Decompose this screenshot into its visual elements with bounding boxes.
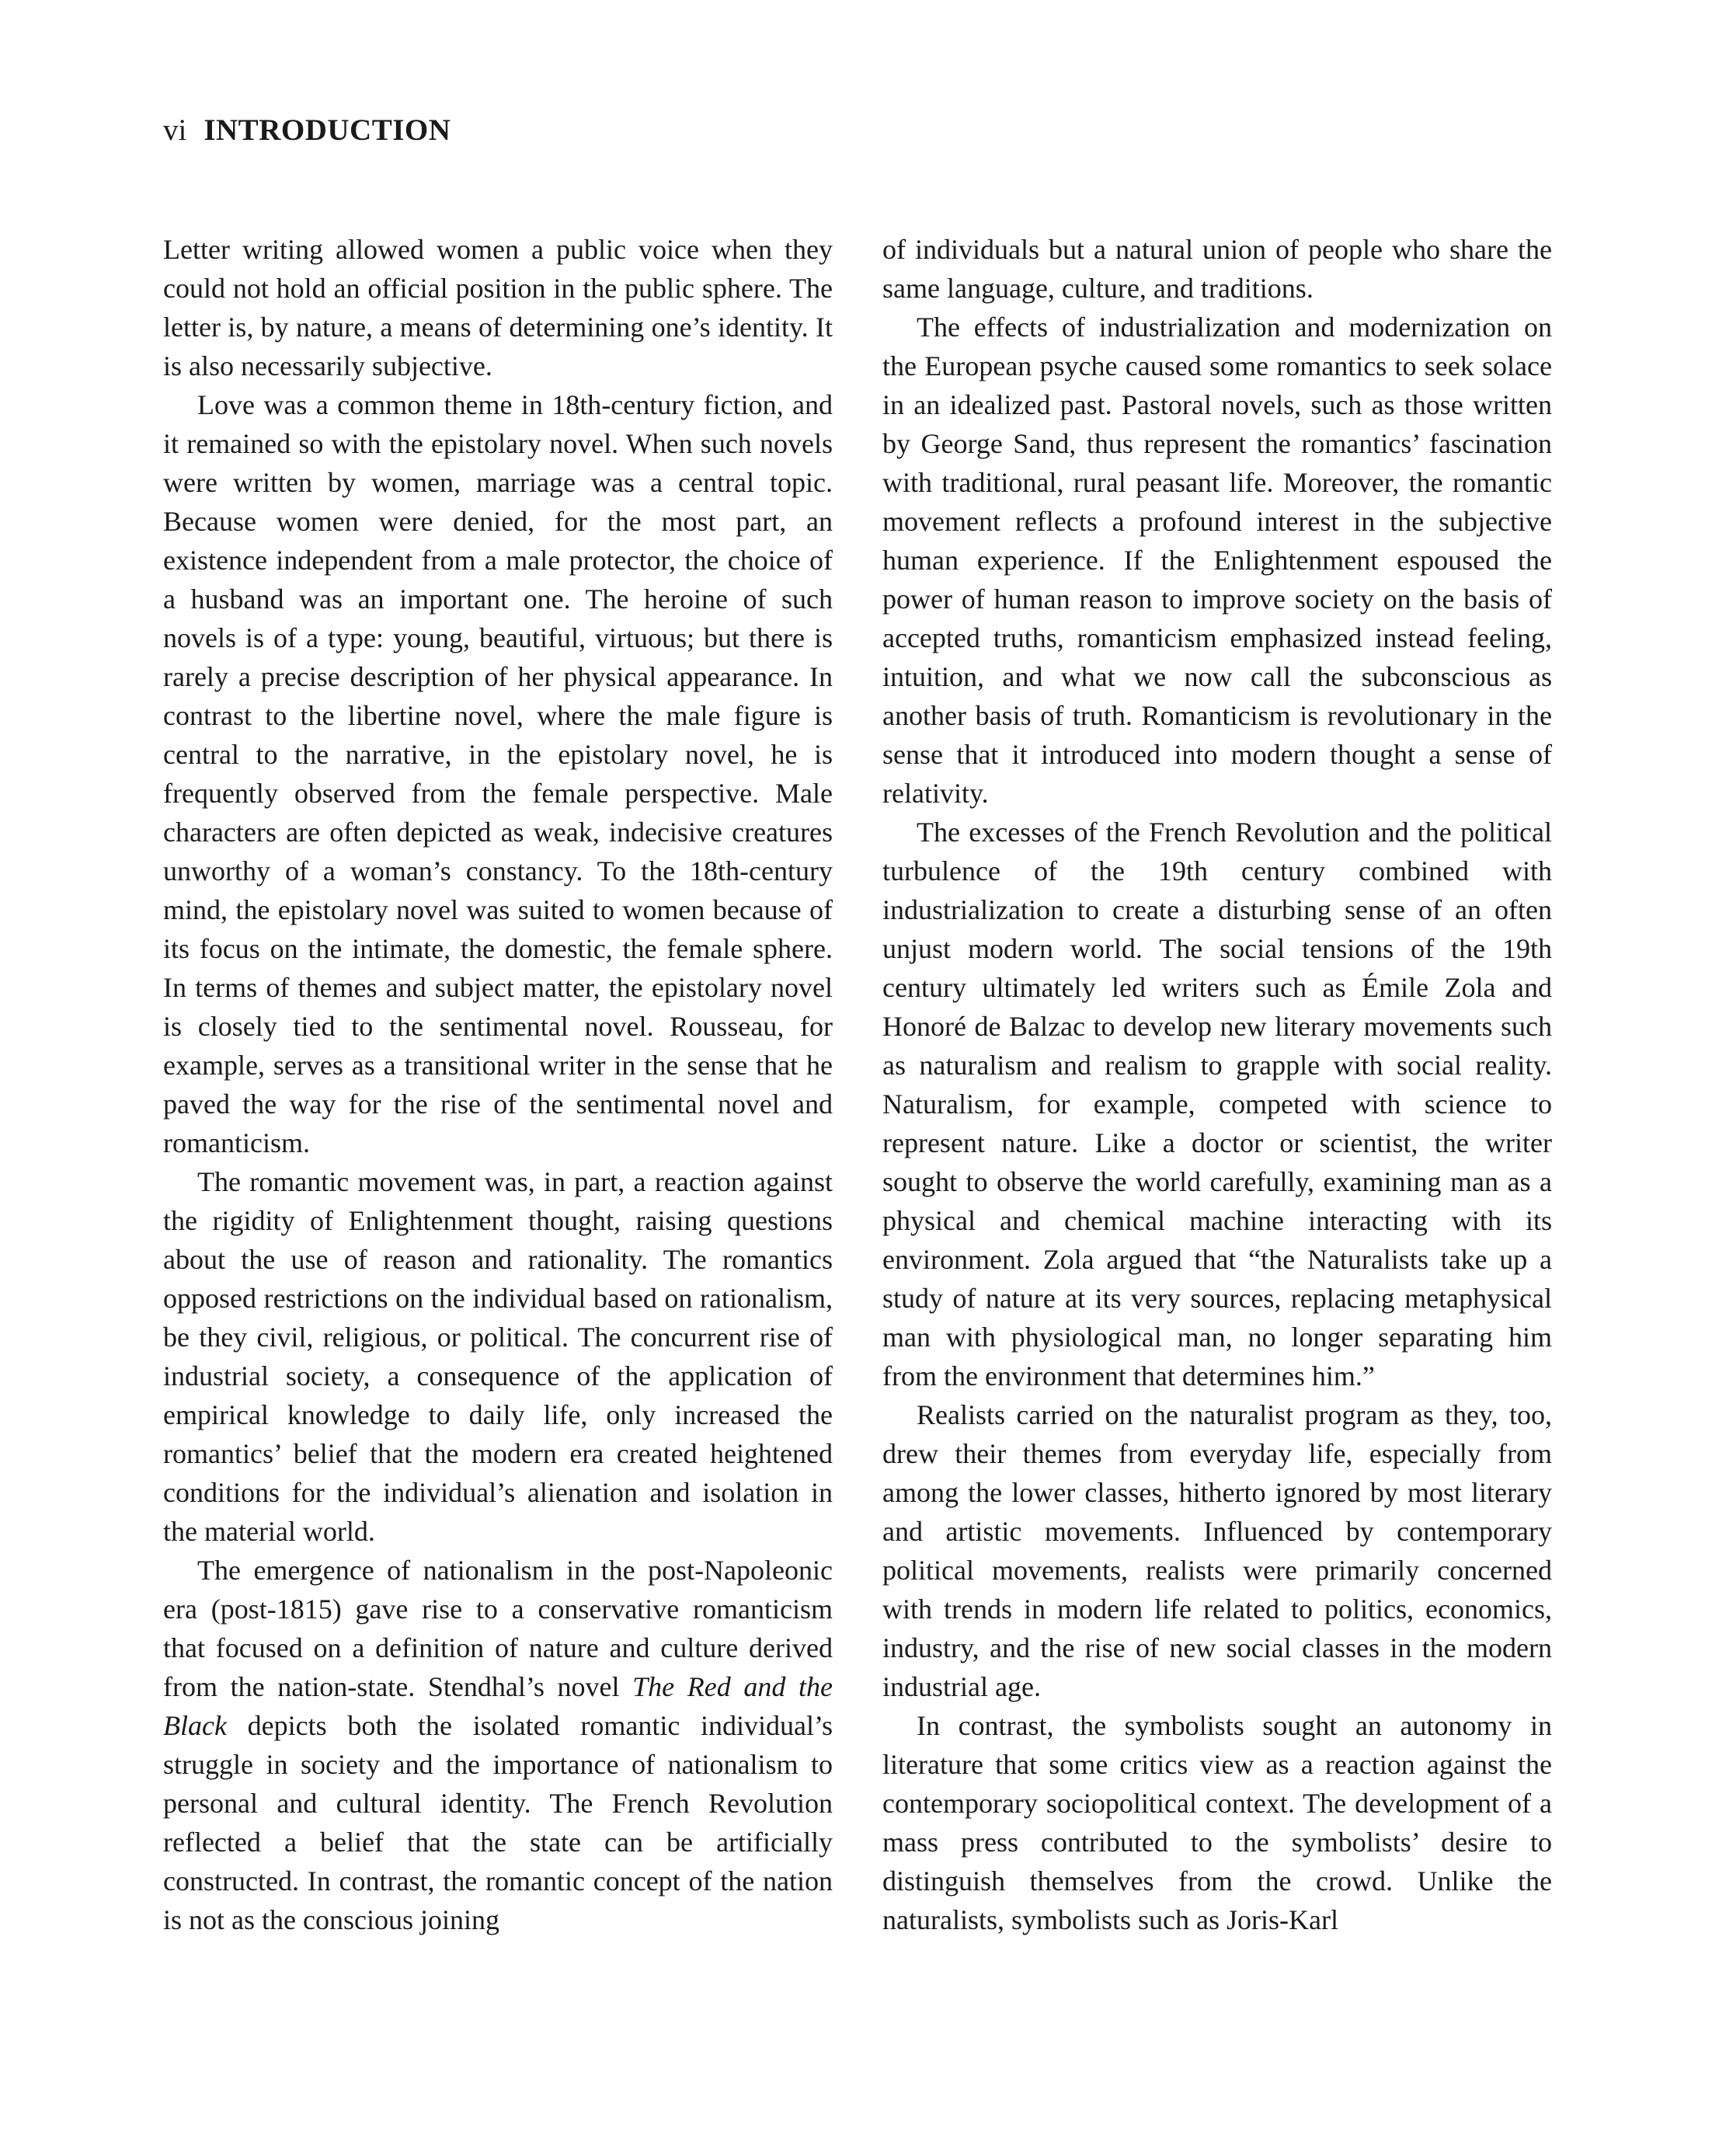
running-head bbox=[163, 111, 451, 150]
paragraph-romantic-movement: The romantic movement was, in part, a reaction against the rigidity of Enlightenment thought, raising questions about the use of reason and rationality. The romantics opposed restrictions on the individual based on rationalism, be they civil, religious, or political. The concurrent rise of industrial society, a consequence of the application of empirical knowledge to daily life, only increased the romantics’ belief that the modern era created heightened conditions for the individual’s alienation and isolation in the material world. bbox=[163, 1166, 833, 1547]
book-title-red-and-black: The Red and the Black bbox=[163, 1671, 833, 1741]
chapter-title: INTRODUCTION bbox=[204, 113, 451, 147]
paragraph-french-revolution: The excesses of the French Revolution and the political turbulence of the 19th century combined with industrialization to create a disturbing sense of an often unjust modern world. The social tensions of the 19th century ultimately led writers such as Émile Zola and Honoré de Balzac to develop new literary movements such as naturalism and realism to grapple with social reality. Naturalism, for example, competed with science to represent nature. Like a doctor or scientist, the writer sought to observe the world carefully, examining man as a physical and chemical machine interacting with its environment. Zola argued that “the Naturalists take up a study of nature at its very sources, replacing metaphysical man with physiological man, no longer separating him from the environment that determines him.” bbox=[882, 817, 1552, 1391]
paragraph-nationalism bbox=[163, 1551, 833, 1939]
paragraph-nationalism-text-end: depicts both the isolated romantic individual’s struggle in society and the importance of nationalism to personal and cultural identity. The French Revolution reflected a belief that the state can be artificially constructed. In contrast, the romantic concept of the nation is not as the conscious joining bbox=[163, 1710, 833, 1935]
paragraph-symbolists: In contrast, the symbolists sought an autonomy in literature that some critics view as a reaction against the contemporary sociopolitical context. The development of a mass press contributed to the symbolists’ desire to distinguish themselves from the crowd. Unlike the naturalists, symbolists such as Joris-Karl bbox=[882, 1710, 1552, 1935]
paragraph-letter-writing: Letter writing allowed women a public voice when they could not hold an official position in the public sphere. The letter is, by nature, a means of determining one’s identity. It is also necessarily subjective. bbox=[163, 234, 833, 381]
right-column bbox=[882, 230, 1552, 1939]
paragraph-love-theme: Love was a common theme in 18th-century fiction, and it remained so with the epistolary novel. When such novels were written by women, marriage was a central topic. Because women were denied, for the most part, an existence independent from a male protector, the choice of a husband was an important one. The heroine of such novels is of a type: young, beautiful, virtuous; but there is rarely a precise description of her physical appearance. In contrast to the libertine novel, where the male figure is central to the narrative, in the epistolary novel, he is frequently observed from the female perspective. Male characters are often depicted as weak, indecisive creatures unworthy of a woman’s constancy. To the 18th-century mind, the epistolary novel was suited to women because of its focus on the intimate, the domestic, the female sphere. In terms of themes and subject matter, the epistolary novel is closely tied to the sentimental novel. Rousseau, for example, serves as a transitional writer in the sense that he paved the way for the rise of the sentimental novel and romanticism. bbox=[163, 389, 833, 1158]
paragraph-industrialization: The effects of industrialization and modernization on the European psyche caused some romantics to seek solace in an idealized past. Pastoral novels, such as those written by George Sand, thus represent the romantics’ fascination with traditional, rural peasant life. Moreover, the romantic movement reflects a profound interest in the subjective human experience. If the Enlightenment espoused the power of human reason to improve society on the basis of accepted truths, romanticism emphasized instead feeling, intuition, and what we now call the subconscious as another basis of truth. Romanticism is revolutionary in the sense that it introduced into modern thought a sense of relativity. bbox=[882, 312, 1552, 809]
page-number: vi bbox=[163, 113, 187, 147]
paragraph-realists: Realists carried on the naturalist program as they, too, drew their themes from everyday life, especially from among the lower classes, hitherto ignored by most literary and artistic movements. Influenced by contemporary political movements, realists were primarily concerned with trends in modern life related to politics, economics, industry, and the rise of new social classes in the modern industrial age. bbox=[882, 1399, 1552, 1702]
left-column bbox=[163, 230, 833, 1939]
paragraph-nationalism-text-start: The emergence of nationalism in the post-Napoleonic era (post-1815) gave rise to a conservative romanticism that focused on a definition of nature and culture derived from the nation-state. Stendhal’s novel bbox=[163, 1555, 833, 1702]
paragraph-natural-union: of individuals but a natural union of people who share the same language, culture, and traditions. bbox=[882, 234, 1552, 304]
